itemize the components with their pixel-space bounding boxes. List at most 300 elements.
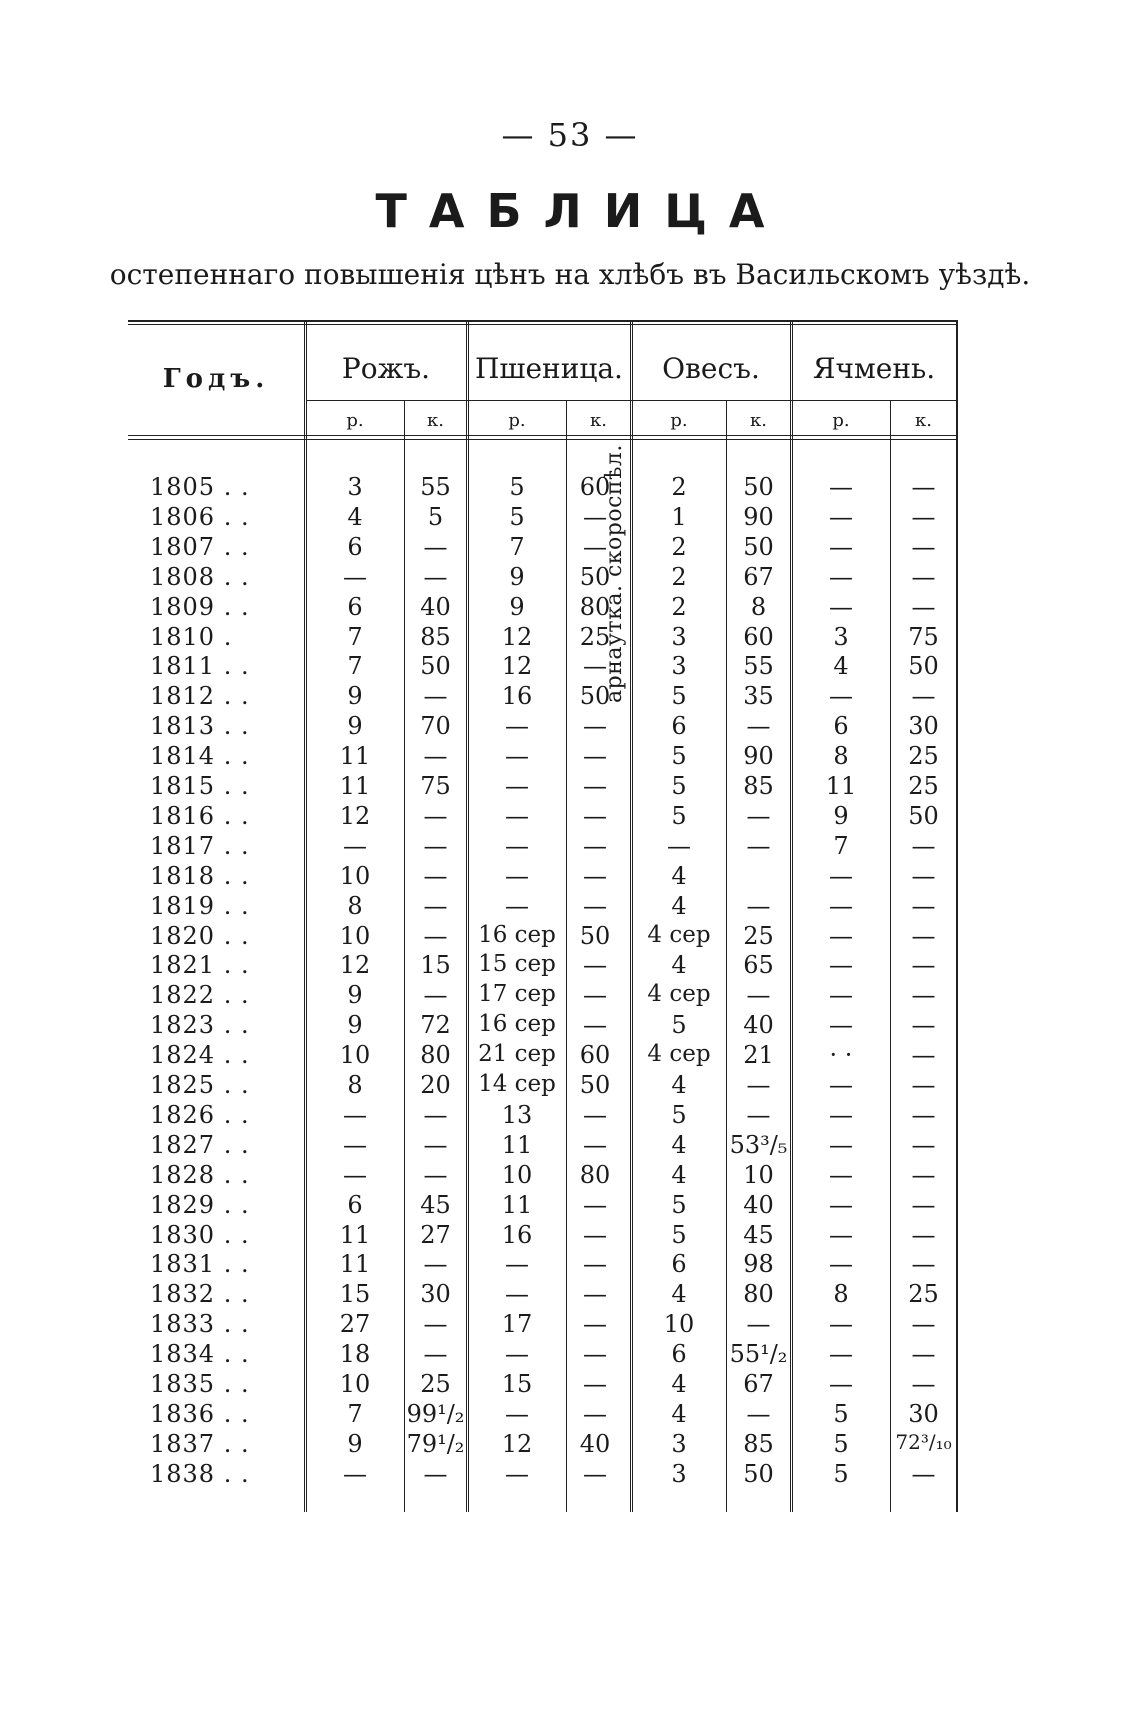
cell-barley-r: — xyxy=(829,1370,853,1398)
cell-wheat-k: 40 xyxy=(579,1430,611,1458)
cell-wheat-k: 25 xyxy=(579,623,611,651)
cell-wheat-k: — xyxy=(583,862,607,890)
cell-rye-r: 9 xyxy=(347,1430,363,1458)
cell-oats-k: 50 xyxy=(743,473,774,501)
cell-rye-r: 6 xyxy=(347,1191,363,1219)
cell-barley-k: — xyxy=(911,473,936,501)
cell-year: 1826 . . xyxy=(150,1101,250,1129)
cell-wheat-k: — xyxy=(583,1340,607,1368)
cell-oats-k: 90 xyxy=(743,742,774,770)
header-oats-kop: к. xyxy=(750,410,767,431)
cell-year: 1811 . . xyxy=(150,652,250,680)
cell-barley-k: — xyxy=(911,951,936,979)
cell-wheat-r: 15 xyxy=(501,1370,533,1398)
cell-wheat-k: — xyxy=(583,1101,607,1129)
cell-year: 1829 . . xyxy=(150,1191,250,1219)
cell-barley-k: — xyxy=(911,1221,936,1249)
cell-wheat-r: 7 xyxy=(509,533,525,561)
cell-year: 1814 . . xyxy=(150,742,250,770)
cell-barley-k: — xyxy=(911,1460,936,1488)
cell-oats-r: 5 xyxy=(671,1191,687,1219)
cell-oats-k: 50 xyxy=(743,533,774,561)
cell-oats-r: 3 xyxy=(671,1430,687,1458)
cell-wheat-r: 5 xyxy=(509,473,525,501)
cell-year: 1820 . . xyxy=(150,922,250,950)
cell-wheat-k: — xyxy=(583,1250,607,1278)
cell-rye-r: 12 xyxy=(339,951,371,979)
cell-barley-r: — xyxy=(829,951,853,979)
cell-rye-k: — xyxy=(423,1340,448,1368)
table-subtitle: остепеннаго повышенія цѣнъ на хлѣбъ въ Васильскомъ уѣздѣ. xyxy=(109,258,1031,291)
cell-barley-k: — xyxy=(911,1340,936,1368)
cell-barley-k: 30 xyxy=(908,712,939,740)
cell-barley-r: — xyxy=(829,1221,853,1249)
cell-rye-k: 27 xyxy=(420,1221,451,1249)
cell-barley-k: — xyxy=(911,862,936,890)
cell-rye-k: 79¹/₂ xyxy=(406,1430,465,1458)
cell-year: 1838 . . xyxy=(150,1460,250,1488)
cell-rye-k: — xyxy=(423,892,448,920)
cell-rye-k: 25 xyxy=(420,1370,451,1398)
cell-wheat-r: 13 xyxy=(501,1101,533,1129)
cell-rye-r: 7 xyxy=(347,1400,363,1428)
cell-barley-k: — xyxy=(911,1101,936,1129)
cell-wheat-k: — xyxy=(583,652,607,680)
cell-rye-r: 11 xyxy=(339,742,371,770)
cell-rye-r: 6 xyxy=(347,593,363,621)
cell-oats-k: 67 xyxy=(743,563,774,591)
cell-oats-k: 90 xyxy=(743,503,774,531)
cell-wheat-r: 9 xyxy=(509,593,525,621)
cell-barley-r: 6 xyxy=(833,712,849,740)
cell-barley-r: 5 xyxy=(833,1400,849,1428)
cell-oats-k: 98 xyxy=(743,1250,774,1278)
cell-barley-k: 50 xyxy=(908,652,939,680)
cell-barley-k: — xyxy=(911,832,936,860)
cell-barley-r: — xyxy=(829,1071,853,1099)
cell-rye-k: — xyxy=(423,742,448,770)
cell-rye-r: — xyxy=(343,563,367,591)
cell-rye-k: — xyxy=(423,1310,448,1338)
cell-barley-k: — xyxy=(911,503,936,531)
cell-wheat-r: — xyxy=(505,1460,529,1488)
cell-barley-r: — xyxy=(829,1340,853,1368)
cell-rye-k: 99¹/₂ xyxy=(406,1400,465,1428)
header-wheat-rub: р. xyxy=(508,410,526,431)
cell-wheat-k: — xyxy=(583,1191,607,1219)
cell-oats-r: 4 xyxy=(671,1400,687,1428)
cell-barley-k: 25 xyxy=(908,742,939,770)
cell-year: 1833 . . xyxy=(150,1310,250,1338)
cell-wheat-r: 17 xyxy=(501,1310,533,1338)
cell-oats-k: 55 xyxy=(743,652,774,680)
cell-wheat-k: — xyxy=(583,1011,607,1039)
cell-oats-r: 6 xyxy=(671,1340,687,1368)
cell-wheat-k: 50 xyxy=(579,563,611,591)
cell-rye-k: 55 xyxy=(420,473,451,501)
cell-oats-k: 35 xyxy=(743,682,774,710)
cell-oats-r: 4 xyxy=(671,1370,687,1398)
cell-wheat-r: 10 xyxy=(501,1161,533,1189)
cell-barley-r: — xyxy=(829,1191,853,1219)
cell-wheat-r: 11 xyxy=(501,1191,533,1219)
cell-wheat-r: 17 сер xyxy=(478,981,556,1007)
cell-oats-k: — xyxy=(746,712,771,740)
cell-oats-k: 50 xyxy=(743,1460,774,1488)
cell-oats-r: 4 xyxy=(671,1280,687,1308)
cell-oats-r: 4 xyxy=(671,892,687,920)
cell-oats-k: 65 xyxy=(743,951,774,979)
cell-rye-k: 30 xyxy=(420,1280,451,1308)
cell-barley-k: 25 xyxy=(908,772,939,800)
cell-barley-k: — xyxy=(911,1071,936,1099)
header-oats: Овесъ. xyxy=(662,352,760,385)
cell-barley-k: — xyxy=(911,1011,936,1039)
cell-oats-r: 5 xyxy=(671,742,687,770)
cell-year: 1822 . . xyxy=(150,981,250,1009)
cell-rye-k: — xyxy=(423,1131,448,1159)
cell-wheat-r: 5 xyxy=(509,503,525,531)
cell-wheat-k: — xyxy=(583,981,607,1009)
cell-barley-r: 8 xyxy=(833,1280,849,1308)
cell-oats-r: 4 сер xyxy=(647,922,711,948)
cell-oats-r: 5 xyxy=(671,772,687,800)
cell-oats-k: — xyxy=(746,802,771,830)
cell-rye-r: 7 xyxy=(347,652,363,680)
cell-barley-r: — xyxy=(829,1161,853,1189)
cell-oats-r: 4 xyxy=(671,1161,687,1189)
cell-barley-k: — xyxy=(911,593,936,621)
cell-wheat-r: — xyxy=(505,1280,529,1308)
cell-year: 1823 . . xyxy=(150,1011,250,1039)
cell-oats-k: 25 xyxy=(743,922,774,950)
cell-oats-k: 40 xyxy=(743,1191,774,1219)
cell-year: 1816 . . xyxy=(150,802,250,830)
cell-wheat-k: — xyxy=(583,533,607,561)
cell-barley-k: — xyxy=(911,1131,936,1159)
cell-wheat-k: — xyxy=(583,772,607,800)
cell-oats-k: — xyxy=(746,1400,771,1428)
cell-barley-r: — xyxy=(829,1101,853,1129)
cell-barley-r: — xyxy=(829,682,853,710)
cell-barley-r: 5 xyxy=(833,1460,849,1488)
cell-rye-r: 11 xyxy=(339,1250,371,1278)
cell-wheat-k: 60 xyxy=(579,1041,611,1069)
cell-year: 1828 . . xyxy=(150,1161,250,1189)
cell-oats-r: 4 xyxy=(671,1071,687,1099)
cell-wheat-r: 14 сер xyxy=(478,1071,556,1097)
header-wheat: Пшеница. xyxy=(475,352,623,385)
cell-rye-k: 70 xyxy=(420,712,451,740)
header-barley-kop: к. xyxy=(915,410,932,431)
cell-oats-k: — xyxy=(746,981,771,1009)
cell-barley-r: — xyxy=(829,892,853,920)
cell-barley-k: — xyxy=(911,1310,936,1338)
header-oats-rub: р. xyxy=(670,410,688,431)
cell-barley-r: 9 xyxy=(833,802,849,830)
cell-year: 1824 . . xyxy=(150,1041,250,1069)
cell-rye-k: 45 xyxy=(420,1191,451,1219)
cell-rye-k: — xyxy=(423,981,448,1009)
cell-wheat-r: 11 xyxy=(501,1131,533,1159)
cell-rye-r: 8 xyxy=(347,892,363,920)
cell-oats-r: 1 xyxy=(671,503,687,531)
cell-barley-k: 75 xyxy=(908,623,939,651)
cell-rye-k: — xyxy=(423,802,448,830)
cell-barley-r: — xyxy=(829,1131,853,1159)
cell-rye-r: 6 xyxy=(347,533,363,561)
cell-rye-r: 27 xyxy=(339,1310,371,1338)
cell-barley-r: — xyxy=(829,981,853,1009)
cell-barley-r: — xyxy=(829,593,853,621)
cell-year: 1830 . . xyxy=(150,1221,250,1249)
cell-barley-k: 72³/₁₀ xyxy=(895,1430,952,1454)
wheat-variety-note: арнаутка. скороспѣл. xyxy=(602,444,627,704)
cell-rye-r: 12 xyxy=(339,802,371,830)
cell-oats-k: — xyxy=(746,1310,771,1338)
cell-wheat-k: — xyxy=(583,1280,607,1308)
header-year: Годъ. xyxy=(162,364,270,394)
cell-oats-k: 8 xyxy=(750,593,767,621)
cell-oats-r: 4 xyxy=(671,951,687,979)
cell-year: 1805 . . xyxy=(150,473,250,501)
cell-rye-k: 5 xyxy=(427,503,444,531)
cell-wheat-r: — xyxy=(505,1340,529,1368)
cell-wheat-r: — xyxy=(505,892,529,920)
cell-rye-k: — xyxy=(423,682,448,710)
cell-barley-k: — xyxy=(911,533,936,561)
cell-oats-k: 55¹/₂ xyxy=(729,1340,788,1368)
cell-barley-r: — xyxy=(829,1310,853,1338)
cell-rye-k: 40 xyxy=(420,593,451,621)
cell-oats-r: 4 сер xyxy=(647,1041,711,1067)
cell-rye-k: 20 xyxy=(420,1071,451,1099)
cell-year: 1807 . . xyxy=(150,533,250,561)
cell-rye-k: — xyxy=(423,1250,448,1278)
cell-barley-r: — xyxy=(829,503,853,531)
cell-barley-k: — xyxy=(911,981,936,1009)
cell-oats-r: 10 xyxy=(663,1310,695,1338)
cell-wheat-k: — xyxy=(583,1221,607,1249)
cell-oats-r: 5 xyxy=(671,1011,687,1039)
cell-rye-r: 3 xyxy=(347,473,363,501)
cell-barley-r: — xyxy=(829,473,853,501)
cell-wheat-r: — xyxy=(505,1250,529,1278)
cell-rye-k: — xyxy=(423,922,448,950)
cell-wheat-r: — xyxy=(505,712,529,740)
cell-wheat-k: 50 xyxy=(579,682,611,710)
cell-wheat-k: 80 xyxy=(579,593,611,621)
cell-wheat-r: 12 xyxy=(501,623,533,651)
cell-year: 1815 . . xyxy=(150,772,250,800)
cell-rye-k: — xyxy=(423,1460,448,1488)
cell-year: 1837 . . xyxy=(150,1430,250,1458)
cell-wheat-k: — xyxy=(583,712,607,740)
cell-barley-k: — xyxy=(911,682,936,710)
cell-barley-k: — xyxy=(911,892,936,920)
cell-oats-k: 21 xyxy=(743,1041,774,1069)
cell-wheat-k: 50 xyxy=(579,922,611,950)
cell-wheat-r: 16 сер xyxy=(478,922,556,948)
cell-rye-r: 10 xyxy=(339,1041,371,1069)
cell-oats-r: 5 xyxy=(671,802,687,830)
cell-year: 1834 . . xyxy=(150,1340,250,1368)
cell-barley-r: — xyxy=(829,533,853,561)
cell-rye-r: 9 xyxy=(347,712,363,740)
cell-oats-r: 5 xyxy=(671,1221,687,1249)
cell-rye-k: — xyxy=(423,1161,448,1189)
cell-wheat-k: — xyxy=(583,503,607,531)
cell-barley-r: — xyxy=(829,563,853,591)
cell-year: 1821 . . xyxy=(150,951,250,979)
cell-year: 1831 . . xyxy=(150,1250,250,1278)
cell-wheat-r: — xyxy=(505,862,529,890)
cell-barley-k: 50 xyxy=(908,802,939,830)
cell-wheat-r: — xyxy=(505,772,529,800)
cell-oats-r: 2 xyxy=(671,593,687,621)
cell-barley-r: 3 xyxy=(833,623,849,651)
cell-oats-r: 6 xyxy=(671,712,687,740)
header-rye: Рожъ. xyxy=(341,352,431,385)
cell-year: 1808 . . xyxy=(150,563,250,591)
cell-rye-k: — xyxy=(423,832,448,860)
cell-wheat-k: — xyxy=(583,1370,607,1398)
cell-rye-k: 80 xyxy=(420,1041,451,1069)
cell-oats-k: — xyxy=(746,1101,771,1129)
cell-rye-k: 72 xyxy=(420,1011,451,1039)
cell-rye-k: — xyxy=(423,1101,448,1129)
cell-year: 1818 . . xyxy=(150,862,250,890)
cell-barley-r: 4 xyxy=(833,652,849,680)
cell-rye-r: — xyxy=(343,1131,367,1159)
cell-rye-r: 8 xyxy=(347,1071,363,1099)
cell-rye-r: 10 xyxy=(339,1370,371,1398)
cell-wheat-k: — xyxy=(583,951,607,979)
header-rye-kop: к. xyxy=(427,410,444,431)
header-barley: Ячмень. xyxy=(812,352,936,385)
cell-rye-r: — xyxy=(343,1161,367,1189)
cell-oats-k: 85 xyxy=(743,1430,774,1458)
cell-rye-k: — xyxy=(423,533,448,561)
cell-wheat-r: 9 xyxy=(509,563,525,591)
cell-oats-r: 2 xyxy=(671,533,687,561)
cell-rye-r: — xyxy=(343,1101,367,1129)
cell-wheat-r: 16 xyxy=(501,1221,533,1249)
cell-barley-k: — xyxy=(911,563,936,591)
cell-oats-r: 4 xyxy=(671,862,687,890)
cell-oats-k: 10 xyxy=(743,1161,774,1189)
cell-rye-k: 50 xyxy=(420,652,451,680)
cell-rye-r: 7 xyxy=(347,623,363,651)
cell-barley-k: — xyxy=(911,1370,936,1398)
cell-oats-r: 5 xyxy=(671,1101,687,1129)
cell-oats-r: 2 xyxy=(671,473,687,501)
cell-year: 1813 . . xyxy=(150,712,250,740)
cell-oats-k: 53³/₅ xyxy=(729,1131,788,1159)
cell-oats-k: 45 xyxy=(743,1221,774,1249)
cell-wheat-r: 15 сер xyxy=(478,951,556,977)
cell-year: 1836 . . xyxy=(150,1400,250,1428)
cell-barley-k: — xyxy=(911,922,936,950)
cell-rye-k: — xyxy=(423,563,448,591)
cell-oats-r: 4 xyxy=(671,1131,687,1159)
cell-rye-r: 15 xyxy=(339,1280,371,1308)
cell-oats-r: 3 xyxy=(671,652,687,680)
cell-oats-k: 67 xyxy=(743,1370,774,1398)
cell-barley-k: — xyxy=(911,1041,936,1069)
cell-oats-k: — xyxy=(746,1071,771,1099)
cell-oats-r: 2 xyxy=(671,563,687,591)
cell-year: 1819 . . xyxy=(150,892,250,920)
cell-wheat-r: — xyxy=(505,742,529,770)
cell-rye-r: 11 xyxy=(339,772,371,800)
cell-rye-k: 15 xyxy=(420,951,451,979)
cell-oats-k: 40 xyxy=(743,1011,774,1039)
cell-oats-r: 5 xyxy=(671,682,687,710)
cell-wheat-k: — xyxy=(583,1460,607,1488)
cell-wheat-r: — xyxy=(505,832,529,860)
cell-wheat-r: — xyxy=(505,1400,529,1428)
cell-oats-r: 3 xyxy=(671,623,687,651)
cell-wheat-r: 12 xyxy=(501,652,533,680)
cell-rye-r: 9 xyxy=(347,1011,363,1039)
cell-rye-k: 85 xyxy=(420,623,451,651)
cell-wheat-r: 12 xyxy=(501,1430,533,1458)
cell-oats-k: 85 xyxy=(743,772,774,800)
cell-rye-r: 11 xyxy=(339,1221,371,1249)
cell-oats-r: 3 xyxy=(671,1460,687,1488)
cell-barley-r: — xyxy=(829,1250,853,1278)
cell-barley-r: 7 xyxy=(833,832,849,860)
cell-oats-r: 4 сер xyxy=(647,981,711,1007)
cell-rye-r: 10 xyxy=(339,862,371,890)
cell-oats-k: 60 xyxy=(743,623,774,651)
cell-barley-r: — xyxy=(829,1011,853,1039)
cell-wheat-k: 60 xyxy=(579,473,611,501)
cell-wheat-r: 16 сер xyxy=(478,1011,556,1037)
cell-year: 1809 . . xyxy=(150,593,250,621)
table-title: ТАБЛИЦА xyxy=(375,184,787,238)
cell-oats-k: — xyxy=(746,832,771,860)
cell-barley-k: 25 xyxy=(908,1280,939,1308)
cell-barley-k: — xyxy=(911,1161,936,1189)
cell-wheat-k: — xyxy=(583,892,607,920)
header-rye-rub: р. xyxy=(346,410,364,431)
cell-wheat-k: — xyxy=(583,1310,607,1338)
cell-wheat-r: 16 xyxy=(501,682,533,710)
cell-year: 1825 . . xyxy=(150,1071,250,1099)
cell-wheat-k: — xyxy=(583,1131,607,1159)
cell-year: 1835 . . xyxy=(150,1370,250,1398)
cell-oats-k: — xyxy=(746,892,771,920)
cell-barley-r: 11 xyxy=(825,772,857,800)
cell-rye-r: — xyxy=(343,832,367,860)
header-barley-rub: р. xyxy=(832,410,850,431)
page-number: — 53 — xyxy=(501,116,639,154)
cell-barley-r: 8 xyxy=(833,742,849,770)
cell-barley-k: — xyxy=(911,1191,936,1219)
cell-year: 1812 . . xyxy=(150,682,250,710)
cell-barley-k: 30 xyxy=(908,1400,939,1428)
cell-oats-k: 80 xyxy=(743,1280,774,1308)
cell-wheat-r: — xyxy=(505,802,529,830)
cell-year: 1806 . . xyxy=(150,503,250,531)
cell-year: 1810 . xyxy=(150,623,233,651)
header-wheat-kop: к. xyxy=(590,410,607,431)
cell-barley-k: — xyxy=(911,1250,936,1278)
cell-wheat-k: 80 xyxy=(579,1161,611,1189)
cell-rye-r: 9 xyxy=(347,682,363,710)
